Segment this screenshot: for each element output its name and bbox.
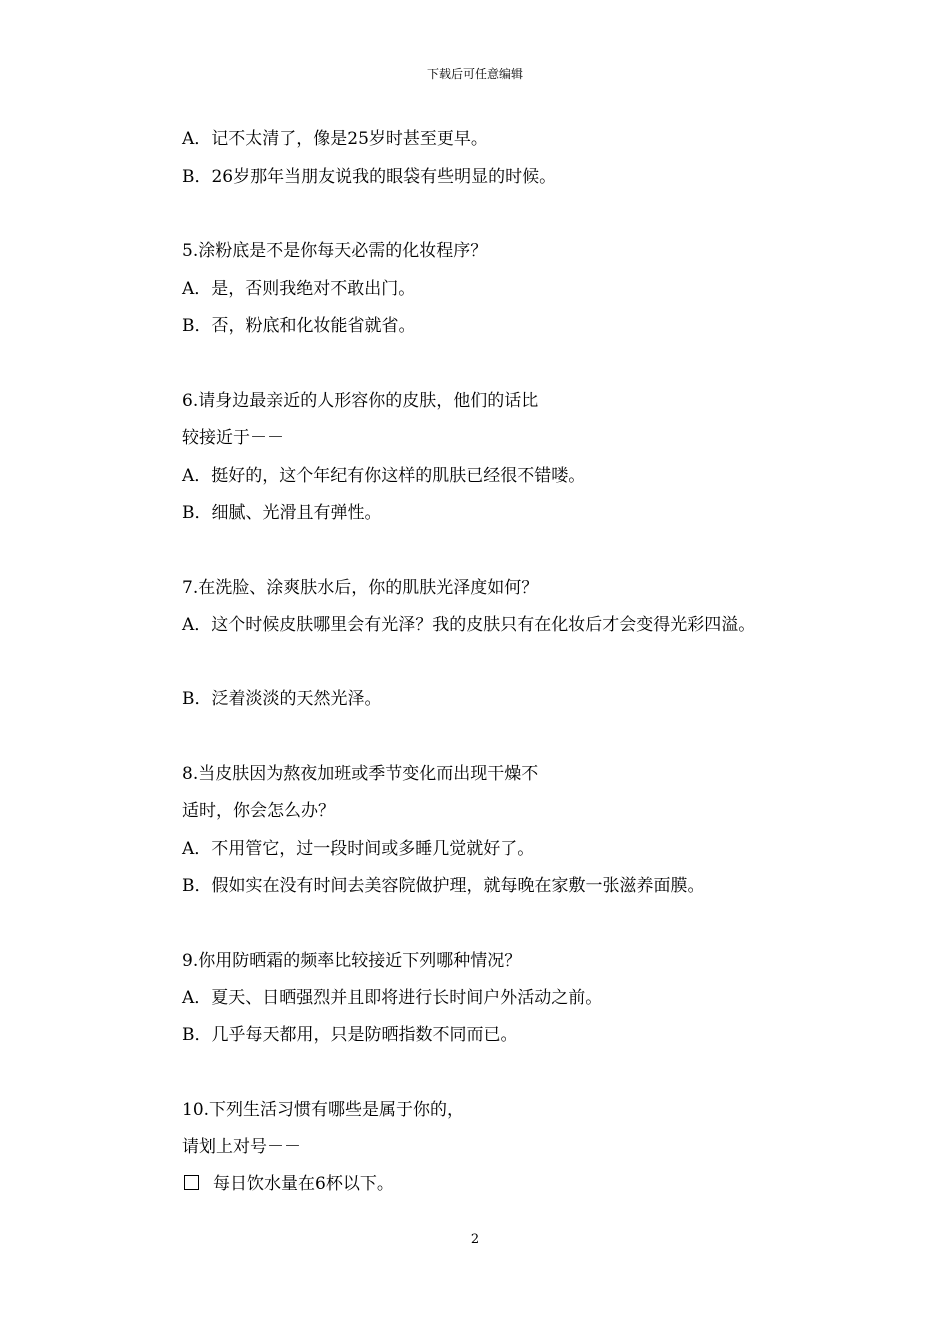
q10-question: 10.下列生活习惯有哪些是属于你的， <box>182 1100 465 1120</box>
q8-option-a: A．不用管它，过一段时间或多睡几觉就好了。 <box>182 839 535 859</box>
page-number: 2 <box>470 1232 480 1247</box>
q10-checklist-item <box>182 1173 394 1195</box>
q8-option-b: B．假如实在没有时间去美容院做护理，就每晚在家敷一张滋养面膜。 <box>182 876 705 896</box>
q8-question: 8.当皮肤因为熬夜加班或季节变化而出现干燥不 <box>182 764 539 784</box>
q7-option-b: B．泛着淡淡的天然光泽。 <box>182 689 382 709</box>
q9-option-a: A．夏天、日晒强烈并且即将进行长时间户外活动之前。 <box>182 988 603 1008</box>
q5-option-a: A．是，否则我绝对不敢出门。 <box>182 279 416 299</box>
q9-option-b: B．几乎每天都用，只是防晒指数不同而已。 <box>182 1025 518 1045</box>
q7-option-a: A．这个时候皮肤哪里会有光泽？我的皮肤只有在化妆后才会变得光彩四溢。 <box>182 615 756 635</box>
q5-option-b: B．否，粉底和化妆能省就省。 <box>182 316 416 336</box>
q6-question: 6.请身边最亲近的人形容你的皮肤，他们的话比 <box>182 391 539 411</box>
q9-question: 9.你用防晒霜的频率比较接近下列哪种情况？ <box>182 951 522 971</box>
q4-option-a: A．记不太清了，像是25岁时甚至更早。 <box>182 129 488 149</box>
q5-question: 5.涂粉底是不是你每天必需的化妆程序？ <box>182 241 488 261</box>
q6-option-a: A．挺好的，这个年纪有你这样的肌肤已经很不错喽。 <box>182 466 586 486</box>
page-header: 下载后可任意编辑 <box>426 67 523 81</box>
q10-question-cont: 请划上对号－－ <box>182 1137 301 1157</box>
q4-option-b: B．26岁那年当朋友说我的眼袋有些明显的时候。 <box>182 167 557 187</box>
checkbox[interactable] <box>184 1175 199 1190</box>
q7-question: 7.在洗脸、涂爽肤水后，你的肌肤光泽度如何？ <box>182 578 539 598</box>
q6-option-b: B．细腻、光滑且有弹性。 <box>182 503 382 523</box>
checklist-item-label: 每日饮水量在6杯以下。 <box>213 1174 394 1194</box>
q6-question-cont: 较接近于－－ <box>182 428 284 448</box>
q8-question-cont: 适时，你会怎么办？ <box>182 801 335 821</box>
